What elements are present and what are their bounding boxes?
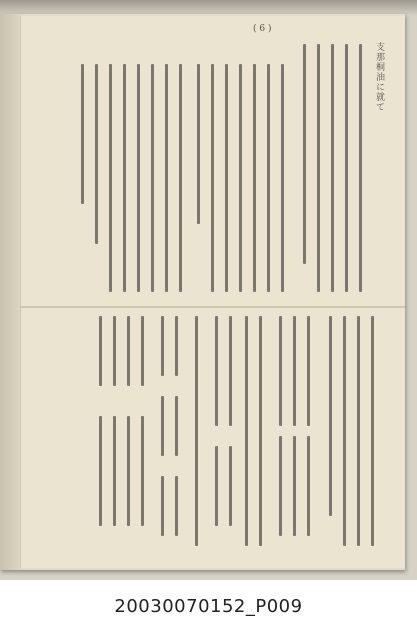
text-column — [165, 64, 168, 292]
table-column — [161, 316, 164, 376]
table-column — [307, 316, 310, 426]
text-column — [151, 64, 154, 292]
text-column — [259, 316, 262, 546]
table-column — [175, 476, 178, 536]
table-column — [175, 316, 178, 376]
table-column — [127, 416, 130, 526]
text-column — [281, 64, 284, 292]
book-spine — [0, 14, 22, 570]
table-column — [141, 316, 144, 386]
table-column — [161, 396, 164, 456]
text-column — [239, 64, 242, 292]
text-column — [197, 64, 200, 224]
table-column — [279, 436, 282, 536]
text-column — [109, 64, 112, 292]
table-column — [113, 316, 116, 386]
page-number: ( 6 ) — [253, 24, 272, 34]
table-column — [127, 316, 130, 386]
text-column — [317, 44, 320, 292]
image-caption: 20030070152_P009 — [114, 596, 303, 617]
text-column — [253, 64, 256, 292]
text-column — [225, 64, 228, 292]
text-column — [95, 64, 98, 244]
page-fold-line — [21, 306, 405, 308]
text-column — [331, 44, 334, 292]
book-page — [20, 16, 405, 568]
text-column — [303, 44, 306, 264]
table-column — [215, 446, 218, 526]
text-column — [359, 44, 362, 292]
table-column — [293, 316, 296, 426]
text-column — [357, 316, 360, 546]
text-column — [137, 64, 140, 292]
text-column — [195, 316, 198, 546]
table-column — [99, 316, 102, 386]
table-column — [215, 316, 218, 426]
table-column — [99, 416, 102, 526]
table-column — [141, 416, 144, 526]
text-column — [179, 64, 182, 292]
text-column — [345, 44, 348, 292]
text-column — [81, 64, 84, 204]
table-column — [307, 436, 310, 536]
table-column — [175, 396, 178, 456]
table-column — [113, 416, 116, 526]
table-column — [229, 446, 232, 526]
table-column — [293, 436, 296, 536]
text-column — [267, 64, 270, 292]
running-head: 支那桐油に就て — [374, 42, 384, 112]
text-column — [211, 64, 214, 292]
text-column — [245, 316, 248, 546]
text-column — [329, 316, 332, 516]
table-column — [279, 316, 282, 426]
table-column — [161, 476, 164, 536]
table-column — [229, 316, 232, 426]
text-column — [371, 316, 374, 546]
text-column — [343, 316, 346, 546]
text-column — [123, 64, 126, 292]
